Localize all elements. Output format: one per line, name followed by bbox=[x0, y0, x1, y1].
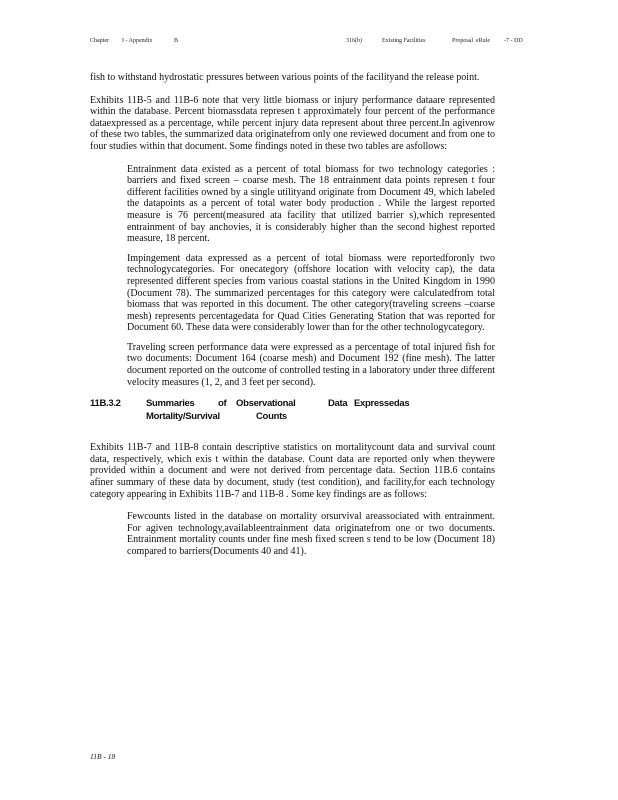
header-date: -7 - DD bbox=[504, 38, 523, 44]
header-section: Proposal bbox=[452, 38, 473, 44]
section-number: 11B.3.2 bbox=[90, 398, 121, 410]
header-letter: B bbox=[174, 38, 179, 44]
header-part: I - Appendix bbox=[122, 38, 153, 44]
list-item bbox=[90, 342, 495, 388]
header-code: 316(b) bbox=[346, 38, 362, 44]
paragraph-biomass-injury: Exhibits 11B-5 and 11B-6 note that very little biomass or injury performance dataare represented within the database. Percent biomassdata represen t approximately four percent of the performance dataexpressed as a percentage, while percent injury data represent about three percent.In agivenrow of these two tables, the summarized data originatefrom only one reviewed document and from one to four studies within that document. Some findings noted in these two tables are asfollows: bbox=[90, 94, 495, 152]
section-title-word: Mortality/Survival bbox=[146, 411, 220, 423]
section-title-word: Observational bbox=[236, 398, 296, 410]
list-item-text: Entrainment data existed as a percent of total biomass for two technology categories : barriers and fixed screen – coarse mesh. The 18 entrainment data points represen t four different facilities owned by a single utilityand originate from Document 49, which labeled the datapoints as a percent of total water body production . While the largest reported measure is 76 percent(measured ata facility that utilized barrier s),which represented entrainment of bay anchovies, it is considerably higher than the second highest reported measure, 18 percent. bbox=[127, 163, 495, 245]
header-chapter: Chapter bbox=[90, 38, 109, 44]
section-title-word: Summaries bbox=[146, 398, 195, 410]
findings-list-2 bbox=[90, 511, 495, 557]
list-item bbox=[90, 253, 495, 334]
list-item-text: Fewcounts listed in the database on mortality orsurvival areassociated with entrainment. For agiven technology,availableentrainment data originatefrom one or two documents. Entrainment mortality counts under fine mesh fixed screen s tend to be low (Document 18) compared to barriers(Documents 40 and 41). bbox=[127, 511, 495, 557]
list-item bbox=[90, 164, 495, 245]
list-item-text: Traveling screen performance data were expressed as a percentage of total injured fish for two documents: Document 164 (coarse mesh) and Document 192 (fine mesh). The latter document reported on the outcome of controlled testing in a laboratory under three different velocity measures (1, 2, and 3 feet per second). bbox=[127, 341, 495, 388]
section-title-word: Expressedas bbox=[354, 398, 410, 410]
section-heading bbox=[90, 398, 495, 428]
header-type: eRule bbox=[476, 38, 490, 44]
findings-list-1 bbox=[90, 164, 495, 389]
page-body bbox=[90, 72, 495, 568]
list-item bbox=[90, 511, 495, 557]
intro-paragraph: fish to withstand hydrostatic pressures between various points of the facilityand the release point. bbox=[90, 72, 480, 83]
list-item-text: Impingement data expressed as a percent of total biomass were reportedforonly two technologycategories. For onecategory (offshore location with velocity cap), the data represented different species from various coastal stations in the United Kingdom in 1990 (Document 78). The summarized percentages for this category were calculatedfrom total biomass that was reported in this document. The other category(traveling screens –coarse mesh) represents percentagedata for Quad Cities Generating Station that was reported for Document 60. These data were considerably lower than for the other technologycategory. bbox=[127, 252, 495, 334]
header-status: Existing Facilities bbox=[382, 38, 426, 44]
running-header bbox=[90, 38, 530, 50]
section-title-word: Counts bbox=[256, 411, 287, 423]
paragraph-mortality-survival: Exhibits 11B-7 and 11B-8 contain descriptive statistics on mortalitycount data and survival count data, respectively, which exis t within the database. Count data are reported only when theywere provided within a document and were not derived from percentage data. Section 11B.6 contains afiner summary of these data by document, study (test condition), and facility,for each technology category appearing in Exhibits 11B-7 and 11B-8 . Some key findings are as follows: bbox=[90, 442, 495, 500]
section-title-word: Data bbox=[328, 398, 348, 410]
section-title-word: of bbox=[218, 398, 227, 410]
page-number: 11B - 18 bbox=[90, 752, 116, 761]
